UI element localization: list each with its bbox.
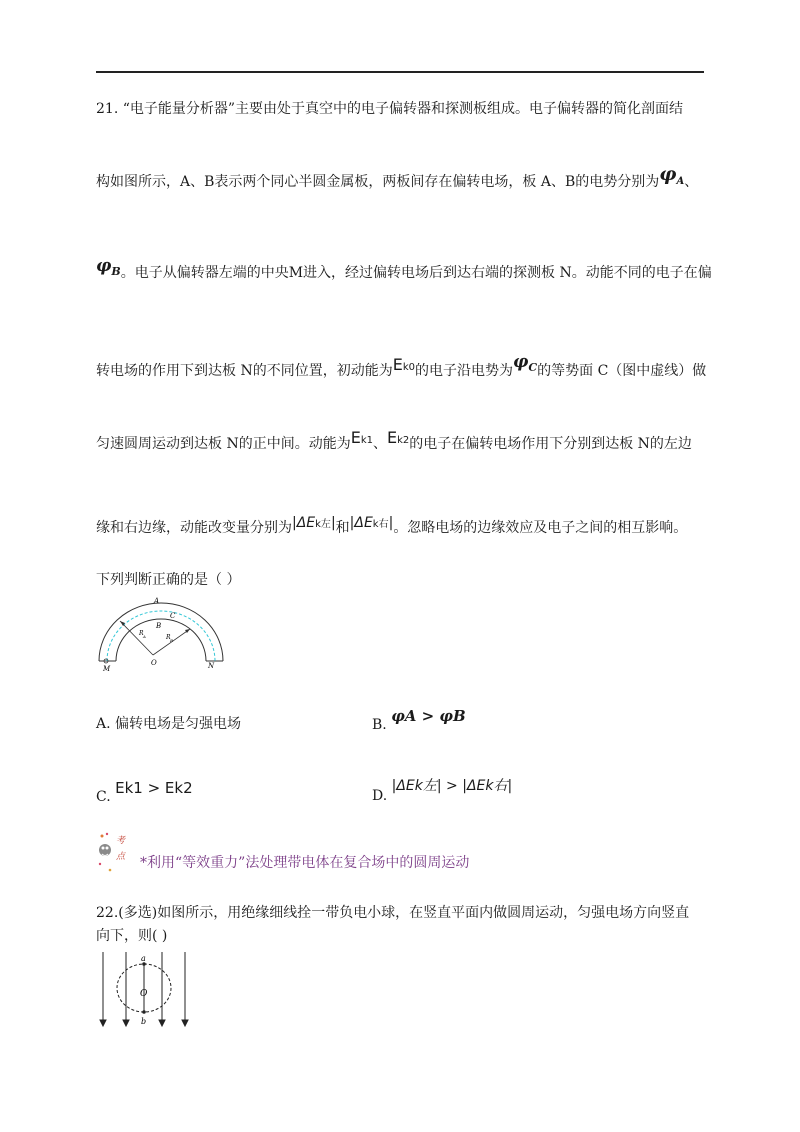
q21-line-4: 转电场的作用下到达板 N的不同位置，初动能为Ek0的电子沿电势为$\varphi_C$的等势面 C（图中虚线）做	[96, 352, 707, 379]
label-o-center: O	[140, 989, 148, 999]
phi-b-symbol: $\varphi_B$	[96, 256, 121, 278]
point-b	[142, 1010, 146, 1014]
ek0-symbol: Ek0	[392, 355, 415, 374]
topic-heading: *利用“等效重力”法处理带电体在复合场中的圆周运动	[140, 855, 470, 871]
q21-line-3: $\varphi_B$。电子从偏转器左端的中央M进入，经过偏转电场后到达右端的探测板 N。动能不同的电子在偏	[96, 256, 712, 281]
deflector-diagram	[96, 595, 226, 677]
delta-ek-left: |ΔEk左|	[292, 515, 336, 531]
delta-ek-right: |ΔEk右|	[349, 515, 394, 531]
phi-a-symbol: $\varphi_A$	[659, 163, 685, 187]
label-m: M	[103, 665, 111, 673]
label-n: N	[208, 662, 215, 670]
option-b: B. φA > φB	[372, 707, 466, 733]
label-a: A	[154, 597, 160, 605]
label-b-point: b	[141, 1017, 147, 1026]
phi-c-symbol: $\varphi_C$	[512, 352, 538, 374]
q21-line-7: 下列判断正确的是（ ）	[96, 572, 241, 588]
label-rb-sub: B	[170, 638, 173, 643]
label-c: C	[170, 612, 176, 620]
svg-text:考: 考	[116, 836, 126, 846]
topic-marker-icon	[96, 830, 132, 874]
q21-line-2: 构如图所示，A、B表示两个同心半圆金属板，两板间存在偏转电场，板 A、B的电势分别为$\varphi_A$、	[96, 163, 699, 190]
option-d: D. |ΔEk左| > |ΔEk右|	[372, 778, 513, 804]
ek2-symbol: Ek2	[386, 428, 410, 447]
q21-line-1: 21. “电子能量分析器”主要由处于真空中的电子偏转器和探测板组成。电子偏转器的简化剖面结	[96, 101, 684, 117]
option-c: C. Ek1 > Ek2	[96, 779, 193, 805]
label-a-point: a	[141, 954, 146, 963]
ek1-symbol: Ek1	[350, 428, 373, 447]
label-ra-sub: A	[143, 634, 146, 639]
svg-text:点: 点	[116, 852, 126, 862]
option-a: A. 偏转电场是匀强电场	[96, 716, 242, 732]
label-o: O	[151, 659, 157, 667]
header-rule	[96, 71, 704, 73]
label-ra: R	[139, 630, 144, 637]
label-rb: R	[166, 634, 171, 641]
label-b: B	[156, 622, 162, 630]
q22-line-1: 22.(多选)如图所示，用绝缘细线拴一带负电小球，在竖直平面内做圆周运动，匀强电场方向竖直	[96, 905, 690, 921]
circular-motion-field-diagram	[96, 950, 192, 1028]
q21-line-6: 缘和右边缘，动能改变量分别为|ΔEk左|和|ΔEk右|。忽略电场的边缘效应及电子之间的相互影响。	[96, 515, 688, 536]
q22-line-2: 向下，则( )	[96, 928, 168, 944]
q21-line-5: 匀速圆周运动到达板 N的正中间。动能为Ek1、Ek2的电子在偏转电场作用下分别到达板 N的左边	[96, 428, 692, 452]
